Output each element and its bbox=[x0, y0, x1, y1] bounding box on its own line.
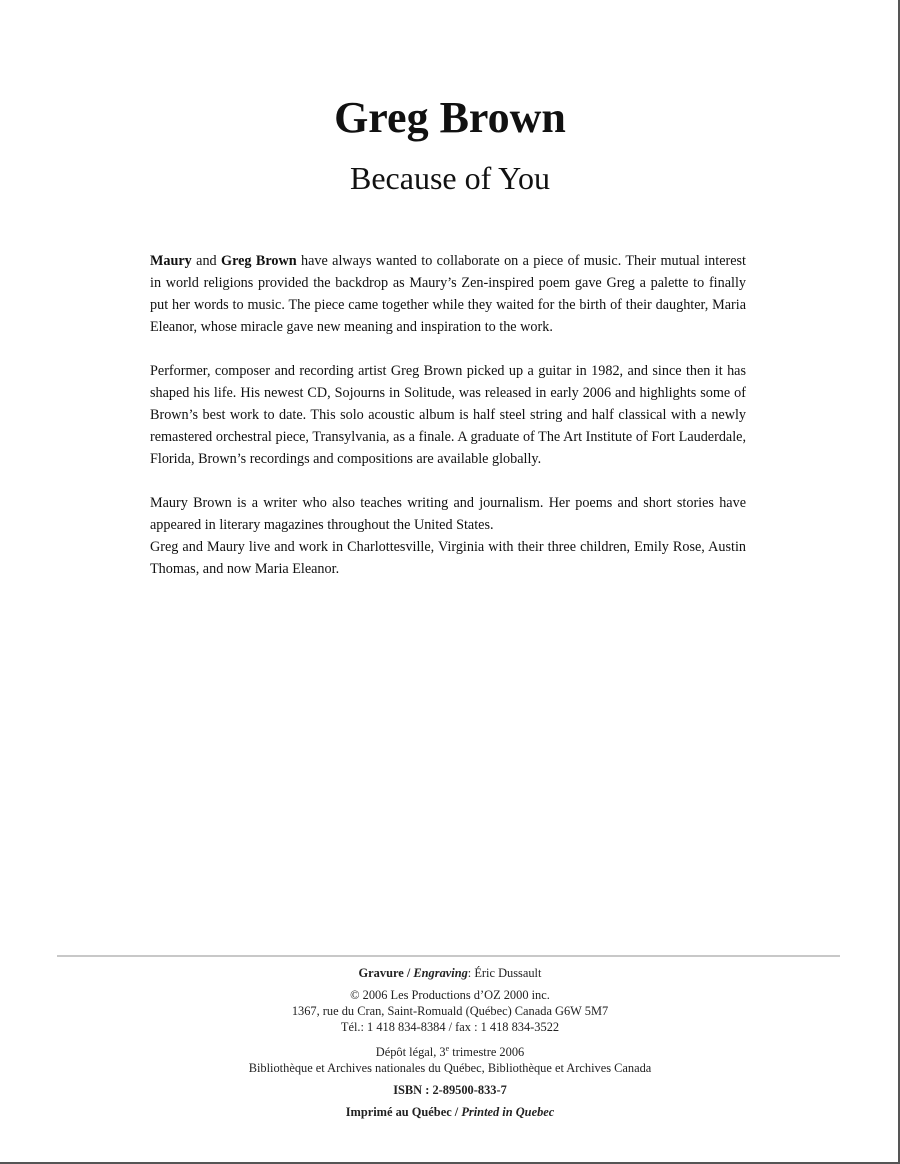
piece-title: Because of You bbox=[350, 160, 550, 196]
conjunction: and bbox=[191, 253, 222, 269]
legal-deposit-sup: e bbox=[445, 1044, 450, 1053]
archives-line: Bibliothèque et Archives nationales du Québec, Bibliothèque et Archives Canada bbox=[248, 1061, 652, 1076]
printed-label-fr: Imprimé au Québec / bbox=[345, 1105, 462, 1120]
paragraph-maury-bio: Maury Brown is a writer who also teaches writing and journalism. Her poems and short stories have appeared in literary magazines throughout the United States. bbox=[150, 495, 746, 533]
printed-in bbox=[0, 1104, 900, 1120]
legal-deposit-suffix: trimestre 2006 bbox=[449, 1045, 525, 1060]
engraving-label-en: Engraving bbox=[413, 966, 468, 980]
paragraph-collaboration-text: have always wanted to collaborate on a piece of music. Their mutual interest in world religions provided the backdrop as Maury’s Zen-inspired poem gave Greg a palette to finally put her words to music. The piece came together while they waited for the birth of their daughter, Maria Eleanor, whose miracle gave new meaning and inspiration to the work. bbox=[150, 253, 746, 335]
engraver-name: : Éric Dussault bbox=[467, 966, 542, 980]
legal-deposit-prefix: Dépôt légal, 3 bbox=[375, 1045, 446, 1060]
paragraph-collaboration bbox=[150, 250, 746, 338]
publisher-address: 1367, rue du Cran, Saint-Romuald (Québec) Canada G6W 5M7 bbox=[291, 1004, 609, 1018]
publisher-phone: Tél.: 1 418 834-8384 / fax : 1 418 834-3522 bbox=[340, 1020, 560, 1034]
name-greg-brown: Greg Brown bbox=[221, 253, 297, 269]
biography-text bbox=[150, 250, 746, 602]
copyright-line: © 2006 Les Productions d’OZ 2000 inc. bbox=[350, 988, 550, 1002]
paragraph-greg-bio: Performer, composer and recording artist Greg Brown picked up a guitar in 1982, and since then it has shaped his life. His newest CD, Sojourns in Solitude, was released in early 2006 and highlights some of Brown’s best work to date. This solo acoustic album is half steel string and half classical with a newly remastered orchestral piece, Transylvania, as a finale. A graduate of The Art Institute of Fort Lauderdale, Florida, Brown’s recordings and compositions are available globally. bbox=[150, 363, 746, 467]
engraving-credit bbox=[0, 965, 900, 981]
name-maury: Maury bbox=[150, 253, 192, 269]
legal-deposit bbox=[0, 1041, 900, 1060]
page-title: Greg Brown bbox=[334, 93, 566, 142]
engraving-label-fr: Gravure / bbox=[358, 966, 414, 980]
isbn: ISBN : 2-89500-833-7 bbox=[393, 1083, 507, 1098]
paragraph-family: Greg and Maury live and work in Charlottesville, Virginia with their three children, Emily Rose, Austin Thomas, and now Maria Eleanor. bbox=[150, 539, 746, 577]
footer-divider bbox=[57, 955, 840, 957]
colophon bbox=[0, 965, 900, 1120]
printed-label-en: Printed in Quebec bbox=[461, 1105, 555, 1120]
